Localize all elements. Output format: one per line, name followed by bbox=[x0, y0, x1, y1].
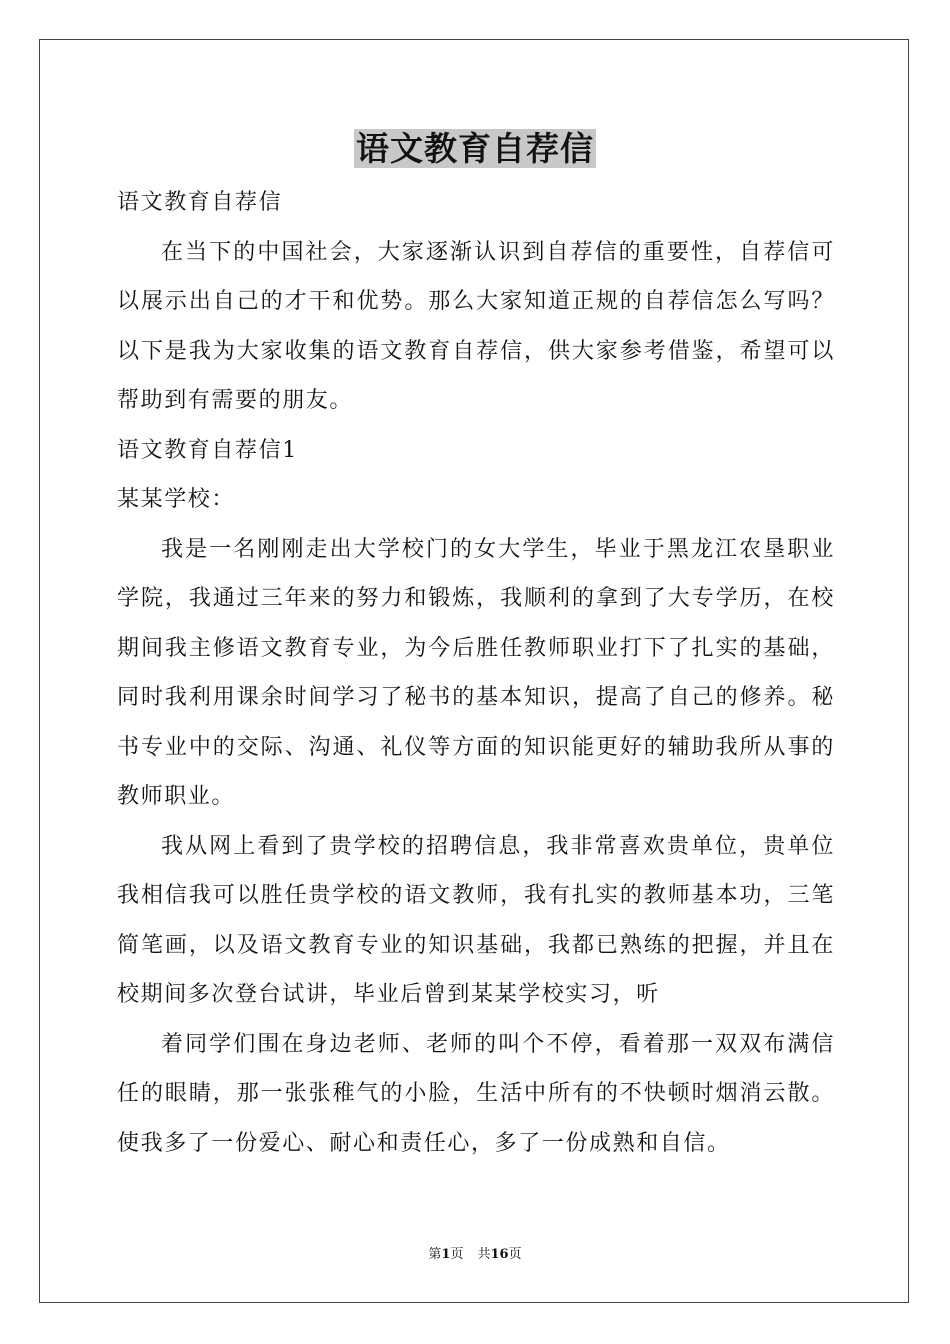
document-body bbox=[117, 178, 835, 1168]
total-count: 16 bbox=[490, 1247, 509, 1262]
total-suffix: 页 bbox=[508, 1247, 522, 1262]
paragraph-1: 在当下的中国社会，大家逐渐认识到自荐信的重要性，自荐信可以展示出自己的才干和优势。那么大家知道正规的自荐信怎么写吗？以下是我为大家收集的语文教育自荐信，供大家参考借鉴，希望可以帮助到有需要的朋友。 bbox=[117, 239, 835, 413]
document-title bbox=[0, 128, 950, 170]
paragraph-5: 我从网上看到了贵学校的招聘信息，我非常喜欢贵单位，贵单位我相信我可以胜任贵学校的语文教师，我有扎实的教师基本功，三笔简笔画，以及语文教育专业的知识基础，我都已熟练的把握，并且在校期间多次登台试讲，毕业后曾到某某学校实习，听 bbox=[117, 833, 835, 1007]
page-prefix: 第 bbox=[428, 1247, 442, 1262]
paragraph-4: 我是一名刚刚走出大学校门的女大学生，毕业于黑龙江农垦职业学院，我通过三年来的努力和锻炼，我顺利的拿到了大专学历，在校期间我主修语文教育专业，为今后胜任教师职业打下了扎实的基础，同时我利用课余时间学习了秘书的基本知识，提高了自己的修养。秘书专业中的交际、沟通、礼仪等方面的知识能更好的辅助我所从事的教师职业。 bbox=[117, 536, 835, 809]
page-total bbox=[477, 1247, 521, 1262]
page-number bbox=[428, 1247, 463, 1262]
total-prefix: 共 bbox=[477, 1247, 491, 1262]
page-suffix: 页 bbox=[450, 1247, 464, 1262]
document-title-text: 语文教育自荐信 bbox=[356, 129, 594, 168]
paragraph-3: 某某学校： bbox=[117, 487, 236, 512]
paragraph-2: 语文教育自荐信1 bbox=[117, 437, 298, 463]
paragraph-0: 语文教育自荐信 bbox=[117, 190, 283, 215]
paragraph-6: 着同学们围在身边老师、老师的叫个不停，看着那一双双布满信任的眼睛，那一张张稚气的小脸，生活中所有的不快顿时烟消云散。使我多了一份爱心、耐心和责任心，多了一份成熟和自信。 bbox=[117, 1031, 835, 1156]
page-current: 1 bbox=[441, 1247, 451, 1262]
page-footer bbox=[0, 1246, 950, 1264]
